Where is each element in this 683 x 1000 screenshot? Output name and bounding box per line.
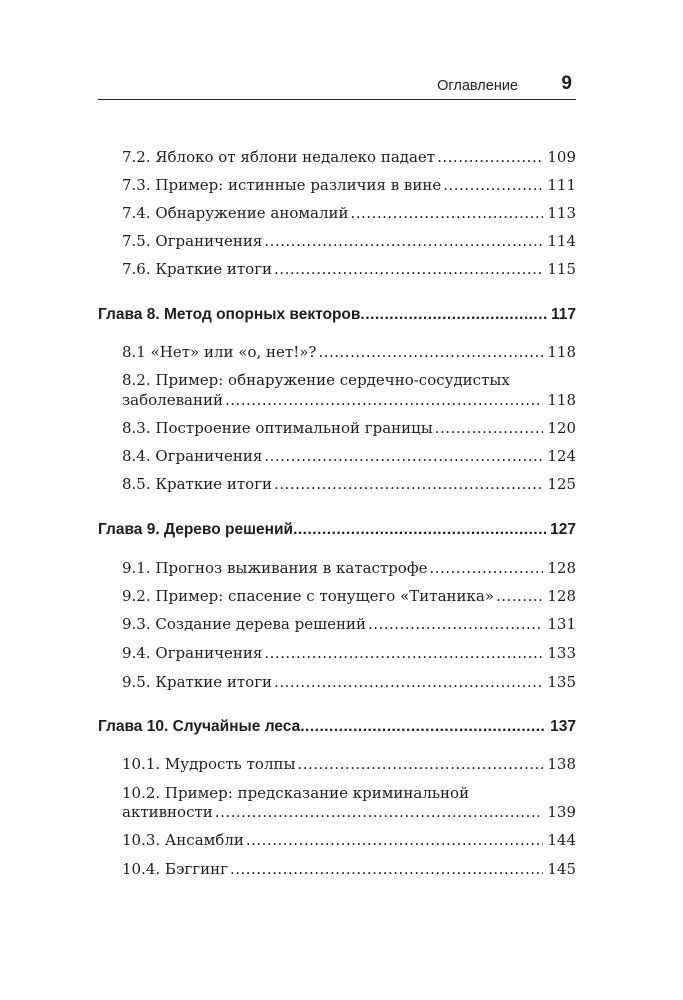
toc-entry-page: 115: [547, 260, 576, 278]
toc-entry-8-4[interactable]: [122, 447, 576, 465]
toc-entry-8-5[interactable]: [122, 475, 576, 493]
toc-entry-page: 133: [547, 644, 576, 662]
toc-chapter-title: Глава 8. Метод опорных векторов: [98, 306, 361, 323]
toc-entry-title: 8.3. Построение оптимальной границы: [122, 419, 433, 437]
toc-entry-page: 118: [547, 391, 576, 409]
toc-entry-9-3[interactable]: [122, 615, 576, 633]
toc-entry-page: 139: [547, 803, 576, 821]
toc-entry-page: 138: [547, 755, 576, 773]
toc-entry-title: 8.1 «Нет» или «о, нет!»?: [122, 343, 317, 361]
toc-entry-7-5[interactable]: [122, 232, 576, 250]
dot-leader: [429, 559, 543, 577]
toc-entry-title-continued: активности: [122, 803, 213, 821]
toc-entry-title: 9.2. Пример: спасение с тонущего «Титаника»: [122, 587, 495, 605]
toc-entry-title: 8.2. Пример: обнаружение сердечно-сосудистых: [122, 371, 510, 389]
toc-chapter-page: 117: [550, 306, 576, 323]
toc-chapter-page: 127: [550, 521, 576, 538]
toc-entry-page: 124: [547, 447, 576, 465]
dot-leader: [274, 475, 543, 493]
toc-entry-title-continued: заболеваний: [122, 391, 223, 409]
dot-leader: [293, 521, 546, 539]
dot-leader: [274, 260, 543, 278]
toc-entry-10-4[interactable]: [122, 860, 576, 878]
toc-entry-page: 128: [547, 587, 576, 605]
dot-leader: [318, 343, 543, 361]
dot-leader: [300, 718, 546, 736]
dot-leader: [274, 673, 543, 691]
dot-leader: [264, 447, 543, 465]
dot-leader: [351, 204, 544, 222]
toc-entry-title: 8.5. Краткие итоги: [122, 475, 273, 493]
toc-entry-8-3[interactable]: [122, 419, 576, 437]
toc-entry-title: 7.5. Ограничения: [122, 232, 263, 250]
toc-entry-page: 135: [547, 673, 576, 691]
toc-entry-title: 8.4. Ограничения: [122, 447, 263, 465]
toc-entry-page: 109: [547, 148, 576, 166]
running-header: [98, 71, 576, 100]
toc-entry-page: 114: [547, 232, 576, 250]
toc-chapter-8[interactable]: [98, 306, 576, 324]
dot-leader: [496, 587, 543, 605]
toc-entry-page: 118: [547, 343, 576, 361]
toc-entry-page: 144: [547, 831, 576, 849]
dot-leader: [246, 831, 543, 849]
toc-entry-page: 120: [547, 419, 576, 437]
toc-entry-9-2[interactable]: [122, 587, 576, 605]
toc-entry-9-1[interactable]: [122, 559, 576, 577]
dot-leader: [225, 391, 543, 409]
dot-leader: [264, 644, 543, 662]
toc-entry-title: 9.5. Краткие итоги: [122, 673, 273, 691]
toc-entry-title: 9.4. Ограничения: [122, 644, 263, 662]
dot-leader: [264, 232, 543, 250]
toc-entry-9-4[interactable]: [122, 644, 576, 662]
toc-entry-page: 125: [547, 475, 576, 493]
toc-entry-8-1[interactable]: [122, 343, 576, 361]
toc-entry-7-3[interactable]: [122, 176, 576, 194]
toc-chapter-page: 137: [550, 718, 576, 735]
toc-entry-title: 9.3. Создание дерева решений: [122, 615, 366, 633]
toc-entry-page: 131: [547, 615, 576, 633]
toc-entry-7-2[interactable]: [122, 148, 576, 166]
toc-entry-title: 7.3. Пример: истинные различия в вине: [122, 176, 442, 194]
toc-entry-page: 145: [547, 860, 576, 878]
toc-chapter-9[interactable]: [98, 521, 576, 539]
running-header-title: Оглавление: [437, 78, 518, 94]
toc-chapter-title: Глава 9. Дерево решений: [98, 521, 294, 538]
toc-entry-title: 10.2. Пример: предсказание криминальной: [122, 784, 470, 802]
dot-leader: [215, 803, 544, 821]
toc-entry-7-4[interactable]: [122, 204, 576, 222]
toc-entry-title: 10.3. Ансамбли: [122, 831, 244, 849]
toc-entry-title: 10.4. Бэггинг: [122, 860, 228, 878]
toc-chapter-title: Глава 10. Случайные леса: [98, 718, 301, 735]
dot-leader: [437, 148, 543, 166]
dot-leader: [435, 419, 544, 437]
toc-entry-7-6[interactable]: [122, 260, 576, 278]
toc-entry-title: 9.1. Прогноз выживания в катастрофе: [122, 559, 428, 577]
toc-entry-10-3[interactable]: [122, 831, 576, 849]
toc-entry-title: 7.6. Краткие итоги: [122, 260, 273, 278]
toc-entry-page: 128: [547, 559, 576, 577]
toc-entry-title: 7.4. Обнаружение аномалий: [122, 204, 349, 222]
toc-entry-9-5[interactable]: [122, 673, 576, 691]
toc-entry-page: 111: [547, 176, 576, 194]
page-number: 9: [561, 73, 572, 94]
dot-leader: [368, 615, 543, 633]
toc-entry-10-1[interactable]: [122, 755, 576, 773]
toc-entry-page: 113: [547, 204, 576, 222]
dot-leader: [360, 306, 547, 324]
dot-leader: [230, 860, 543, 878]
dot-leader: [443, 176, 543, 194]
toc-entry-title: 7.2. Яблоко от яблони недалеко падает: [122, 148, 436, 166]
dot-leader: [297, 755, 543, 773]
toc-entry-title: 10.1. Мудрость толпы: [122, 755, 296, 773]
toc-chapter-10[interactable]: [98, 718, 576, 736]
